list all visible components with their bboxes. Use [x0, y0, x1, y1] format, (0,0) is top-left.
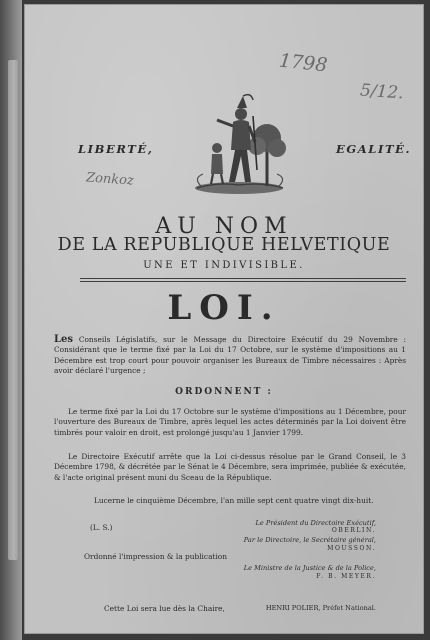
book-binding	[0, 0, 22, 640]
heading-une-indivisible: UNE ET INDIVISIBLE.	[143, 260, 305, 271]
signature-president-title: Le Président du Directoire Exécutif,	[255, 519, 376, 527]
motto-liberte: LIBERTÉ,	[78, 142, 154, 156]
paragraph-considerant	[54, 335, 406, 376]
handwritten-year: 1798	[277, 49, 329, 77]
paragraph-directoire: Le Directoire Exécutif arrête que la Loi ci-dessus résolue par le Grand Conseil, le 3 Décembre 1798, & décrétée par le Sénat le 4 Décembre, sera imprimée, publiée & exécutée, & l'acte original présent muni du Sceau de la République.	[54, 452, 406, 482]
ordonne-impression: Ordonné l'impression & la publication	[84, 552, 228, 561]
chaire-notice: Cette Loi sera lue dès la Chaire,	[104, 604, 225, 613]
signature-minister-name: F. B. MEYER.	[316, 573, 376, 580]
paragraph-lucerne-date: Lucerne le cinquième Décembre, l'an mille sept cent quatre vingt dix-huit.	[94, 496, 374, 505]
paragraph-dropcap: Les	[54, 334, 74, 345]
signature-minister-title: Le Ministre de la Justice & de la Police,	[243, 564, 376, 572]
signature-secretary-name: MOUSSON.	[327, 545, 376, 552]
divider-rule	[80, 278, 406, 279]
signature-president-name: OBERLIN.	[331, 527, 376, 534]
document-sheet	[24, 4, 424, 634]
seal-mark: (L. S.)	[90, 523, 113, 532]
tell-emblem-icon	[187, 90, 292, 196]
handwritten-reference: 5/12.	[359, 80, 405, 104]
signature-secretary-title: Par le Directoire, le Secrétaire général,	[243, 536, 376, 544]
ordonnent-heading: ORDONNENT :	[175, 387, 273, 397]
document-title: LOI.	[167, 288, 281, 328]
binding-strip	[8, 60, 18, 560]
signature-prefect: HENRI POLIER, Préfet National.	[265, 604, 376, 612]
divider-rule-thin	[80, 281, 406, 282]
motto-egalite: EGALITÉ.	[336, 142, 412, 156]
paragraph-decree: Le terme fixé par la Loi du 17 Octobre sur le système d'impositions au 1 Décembre, pour l'ouverture des Bureaux de Timbre, après lequel les actes déterminés par la Loi doivent être timbrés pour valoir en droit, est prolongé jusqu'au 1 Janvier 1799.	[54, 407, 406, 437]
heading-republique: DE LA REPUBLIQUE HELVETIQUE	[57, 235, 391, 255]
heading-au-nom: AU NOM	[155, 214, 293, 239]
handwritten-name: Zonkoz	[85, 170, 135, 189]
paragraph-considerant-text: Conseils Législatifs, sur le Message du Directoire Exécutif du 29 Novembre : Considérant que le terme fixé par la Loi du 17 Octobre, sur le système d'impositions au 1 Décembre est trop court pour pouvoir organiser les Bureaux de Timbre nécessaires : Après avoir déclaré l'urgence ;	[54, 335, 406, 375]
